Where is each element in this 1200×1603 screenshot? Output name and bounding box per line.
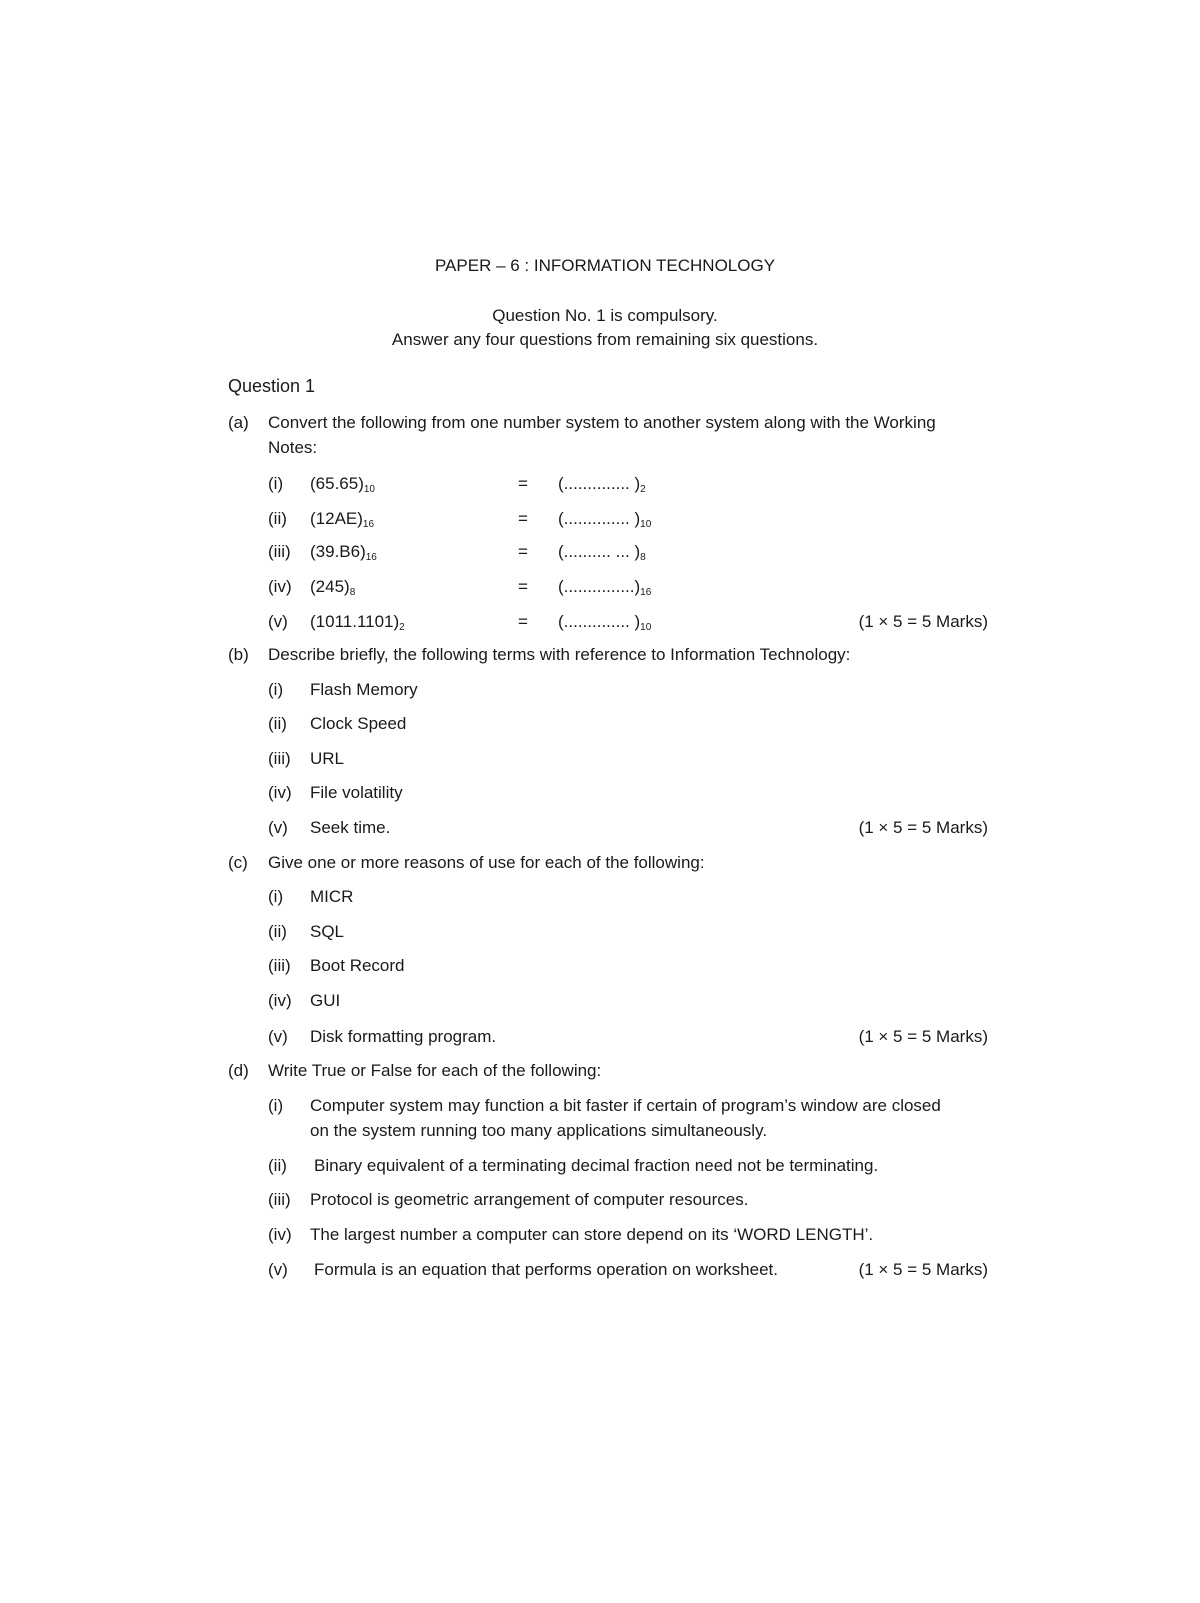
equals-sign: =: [518, 542, 528, 561]
item-text: MICR: [310, 887, 354, 906]
conversion-target: (.......... ... )$_8$: [558, 542, 646, 563]
item-label: (ii): [268, 1156, 287, 1175]
item-text: GUI: [310, 991, 341, 1010]
item-text: on the system running too many applications simultaneously.: [310, 1121, 768, 1140]
item-label: (iii): [268, 749, 291, 768]
item-label: (v): [268, 1027, 288, 1046]
item-label: (iii): [268, 1190, 291, 1209]
item-label: (ii): [268, 714, 287, 733]
item-label: (v): [268, 1260, 288, 1279]
item-text: Computer system may function a bit faster if certain of program’s window are closed: [310, 1096, 941, 1115]
item-label: (i): [268, 680, 284, 699]
item-label: (ii): [268, 922, 287, 941]
item-text: Clock Speed: [310, 714, 407, 733]
item-text: URL: [310, 749, 345, 768]
paper-title: PAPER – 6 : INFORMATION TECHNOLOGY: [434, 256, 776, 275]
part-label: (c): [228, 853, 248, 872]
part-label: (b): [228, 645, 249, 664]
conversion-source: $(245)_8$: [310, 577, 356, 598]
item-label: (v): [268, 612, 288, 631]
item-label: (i): [268, 887, 284, 906]
item-text: Formula is an equation that performs operation on worksheet.: [314, 1260, 778, 1279]
item-label: (i): [268, 1096, 284, 1115]
conversion-source: $(65.65)_{10}$: [310, 474, 375, 495]
item-text: Binary equivalent of a terminating decimal fraction need not be terminating.: [314, 1156, 879, 1175]
item-text: Seek time.: [310, 818, 391, 837]
item-text: Flash Memory: [310, 680, 418, 699]
conversion-target: (.............. )$_2$: [558, 474, 646, 495]
item-label: (iii): [268, 956, 291, 975]
item-label: (iii): [268, 542, 291, 561]
item-label: (iv): [268, 783, 292, 802]
equals-sign: =: [518, 612, 528, 631]
item-label: (iv): [268, 577, 292, 596]
question-heading: Question 1: [228, 376, 316, 396]
item-text: File volatility: [310, 783, 403, 802]
item-label: (ii): [268, 509, 287, 528]
conversion-target: $(...............)_{16}$: [558, 577, 652, 598]
marks-allocation: (1 × 5 = 5 Marks): [858, 612, 988, 631]
item-text: Disk formatting program.: [310, 1027, 497, 1046]
instruction-answer-any: Answer any four questions from remaining six questions.: [391, 330, 819, 349]
part-text: Notes:: [268, 438, 318, 457]
marks-allocation: (1 × 5 = 5 Marks): [858, 1027, 988, 1046]
item-text: Boot Record: [310, 956, 405, 975]
part-text: Write True or False for each of the following:: [268, 1061, 602, 1080]
conversion-target: (.............. )$_{10}$: [558, 509, 652, 530]
part-text: Convert the following from one number system to another system along with the Working: [268, 413, 936, 432]
conversion-source: $(12AE)_{16}$: [310, 509, 375, 530]
part-text: Describe briefly, the following terms with reference to Information Technology:: [268, 645, 851, 664]
part-label: (a): [228, 413, 249, 432]
item-label: (i): [268, 474, 284, 493]
equals-sign: =: [518, 509, 528, 528]
equals-sign: =: [518, 577, 528, 596]
item-text: Protocol is geometric arrangement of computer resources.: [310, 1190, 749, 1209]
item-text: SQL: [310, 922, 345, 941]
item-label: (iv): [268, 991, 292, 1010]
conversion-source: $(1011.1101)_2$: [310, 612, 405, 633]
item-text: The largest number a computer can store depend on its ‘WORD LENGTH’.: [310, 1225, 874, 1244]
part-label: (d): [228, 1061, 249, 1080]
conversion-target: (.............. )$_{10}$: [558, 612, 652, 633]
part-text: Give one or more reasons of use for each of the following:: [268, 853, 705, 872]
instruction-compulsory: Question No. 1 is compulsory.: [492, 306, 718, 325]
equals-sign: =: [518, 474, 528, 493]
marks-allocation: (1 × 5 = 5 Marks): [858, 818, 988, 837]
item-label: (v): [268, 818, 288, 837]
item-label: (iv): [268, 1225, 292, 1244]
conversion-source: $(39.B6)_{16}$: [310, 542, 377, 563]
marks-allocation: (1 × 5 = 5 Marks): [858, 1260, 988, 1279]
